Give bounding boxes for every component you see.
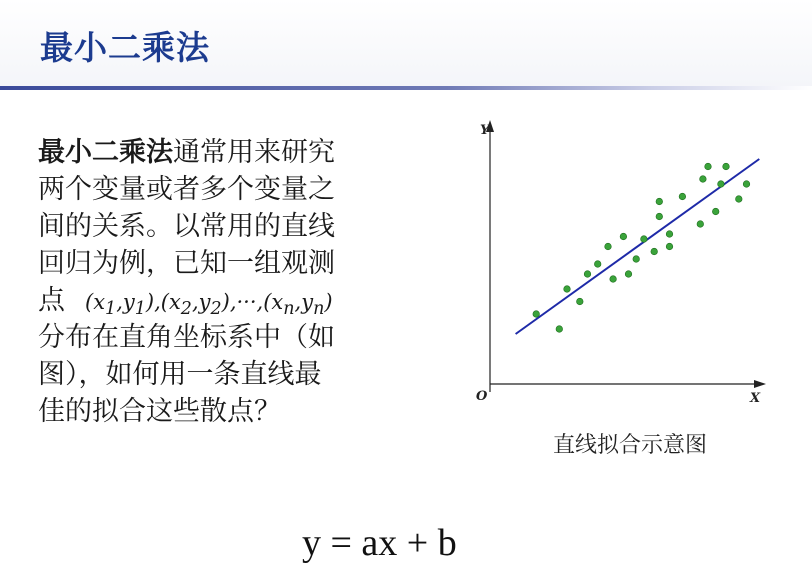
data-point [620,233,627,240]
header-divider [0,86,812,90]
paragraph-line-3: 间的关系。以常用的直线 [38,211,335,242]
data-point [712,208,719,215]
paragraph-line-6: 分布在直角坐标系中（如 [38,322,335,353]
description-paragraph [38,134,398,430]
data-point [610,276,617,283]
x-axis-label: X [750,391,761,406]
data-point [584,271,591,278]
regression-formula: y = ax + b [302,522,457,564]
observation-points: $(x_1,y_1),(x_2,y_2),\cdot\cdot\cdot,(x_n,y_n)$ [85,290,333,320]
data-point [533,311,540,318]
data-point [697,221,704,228]
data-point [700,176,707,183]
data-point [666,231,673,238]
paragraph-line-1-rest: 通常用来研究 [173,137,335,168]
points-label: 点 [38,285,65,316]
data-point [679,193,686,200]
data-point [594,261,601,268]
paragraph-line-5 [38,282,398,319]
y-axis-label: Y [480,123,490,138]
paragraph-line-7: 图），如何用一条直线最 [38,359,322,390]
data-point [656,213,663,220]
data-point [743,181,750,188]
paragraph-line-2: 两个变量或者多个变量之 [38,174,335,205]
data-point [651,248,658,255]
origin-label: O [476,389,488,404]
slide-header [0,0,812,86]
term-highlight: 最小二乘法 [38,137,173,168]
paragraph-line-8: 佳的拟合这些散点？ [38,396,281,427]
data-point [723,163,730,170]
data-point [705,163,712,170]
data-point [577,298,584,305]
data-point [625,271,632,278]
data-point [641,236,648,243]
data-point [556,326,563,333]
data-point [736,196,743,203]
paragraph-line-1 [38,134,398,171]
data-point [666,243,673,250]
scatter-fit-chart [460,112,780,412]
data-point [633,256,640,263]
slide-title: 最小二乘法 [40,28,210,67]
paragraph-line-4: 回归为例，已知一组观测 [38,248,335,279]
data-point [605,243,612,250]
chart-caption: 直线拟合示意图 [552,433,707,458]
data-point [656,198,663,205]
data-point [564,286,571,293]
data-point [718,181,725,188]
x-axis-arrow [754,380,766,388]
